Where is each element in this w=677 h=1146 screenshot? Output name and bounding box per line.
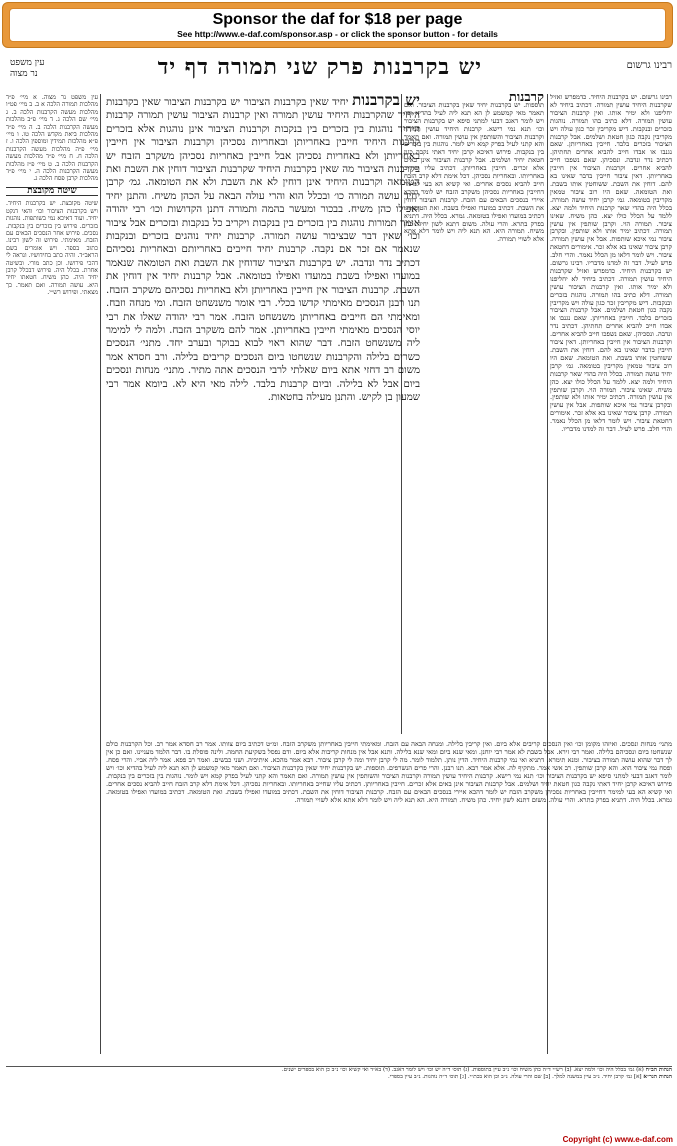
shita-mekubetzet-heading: שיטה מקובצת xyxy=(6,187,98,196)
lower-commentary-text: מתני׳ מנחות ונסכים. ואיזהו מקומן וכו׳ ואין הנסכים קריבים אלא ביום. ואין קריבין בלילה. ומנחה הבאה עם הזבח. ומאימתי חייבין באחריותן משקרב הזבח. ומ״ט דכתיב ביום צוותו. אמר רב חסדא אמר רב. וכל הקרבנות כולם שנשחטו ביום ונסכיהם בלילה. ואמר רבי זירא. אבל בשבת לא אמר רבי יוחנן. ומאי שנא ביום ומאי שנא בלילה. ותנא אבל אין מנחות קריבות אלא ביום. ודם נפסל בשקיעת החמה. ולינה פוסלת בו. דבר הלמד מעניינו. ואם כן אין לך דבר שהוא עושה תמורה בציבור. ומנא תימרא. דתניא ואי נמי קרבנות היחיד. הדין נותן. תלמוד לומר. מה לי קרבן יחיד ומה לי קרבן ציבור. רבא אמר מהכא. איתיביה. ושני כבשים. ואמר רב פפא. אמר ליה אביי. והרי פסח. ופסח נמי ציבור הוא. והא קרבן שותפין. רב אשי אמר. מתקיף לה. אלא אמר רבא. תנו רבנן. והרי פרים הנשרפים. xyxy=(106,740,672,772)
copyright-notice[interactable]: Copyright (c) www.e-daf.com xyxy=(562,1135,673,1144)
header-left-label xyxy=(10,58,44,80)
main-text-lead: יש בקרבנות xyxy=(352,94,420,109)
main-text-block xyxy=(106,94,420,734)
header-right-label: רבינו גרשום xyxy=(626,60,672,71)
header-title: יש בקרבנות פרק שני תמורה דף יד xyxy=(157,54,482,80)
page-header xyxy=(6,54,672,94)
glosses-gra-label: הגהות הגר״א xyxy=(643,1073,672,1080)
header-left-line2: נר מצוה xyxy=(10,69,38,79)
lower-commentary-text-cont: תוספות. יש בקרבנות יחיד שאין בקרבנות הציבור. ואם תאמר מאי קמשמע לן הא תנא ליה לעיל בהדיא וכו׳ ויש לומר דאגב דבעי למתני סיפא יש בקרבנות הציבור וכו׳ תנא נמי רישא. קרבנות היחיד עושין תמורה וקרבנות הציבור והשותפין אין עושין תמורה. ואם תאמר והא קתני לעיל בפרק קמא ויש לומר. נוהגות בין בזכרים בין בנקבות. פירוש דאיכא קרבן יחיד דאתי נקבה כגון חטאת יחיד ושלמים. אבל קרבנות הציבור אינן באים אלא זכרים. חייבין באחריותן. דכתיב עליו שחייב באחריותו. ובאחריות נסכיהן. דכל אימת דלא קרב הזבח חייב להביא נסכים אחרים. ואי קשיא הא בעי למימר דחייבין באחריות נסכיהן משקרב הזבח יש לומר דהכא איירי בנסכים הבאים עם הזבח. קרבנות הציבור דוחין את השבת. דכתיב במועדו ואפילו בשבת. ואת הטומאה. דכתיב במועדו ואפילו בטומאה. גמרא. בכלל היה. דתניא בפרק בתרא. והרי עולה. משום דתנא לשון יחיד. כהן משיח. תמורה היא. הא תנא ליה ויש לומר דלא אתא אלא לשויי תמורה. xyxy=(106,764,672,804)
main-text-body: יחיד שאין בקרבנות הציבור יש בקרבנות הציבור שאין בקרבנות היחיד שהקרבנות היחיד עושין תמורה ואין קרבנות הציבור עושין תמורה קרבנות היחיד נוהגות בין בזכרים בין בנקבות וקרבנות הציבור אינן נוהגות אלא בזכרים קרבנות היחיד חייבין באחריותן ובאחריות נסכיהן וקרבנות הציבור אין חייבין באחריותן ולא באחריות נסכיהן אבל חייבין באחריות נסכיהן משקרב הזבח יש בקרבנות הציבור מה שאין בקרבנות היחיד שקרבנות הציבור דוחין את השבת ואת הטומאה וקרבנות היחיד אינן דוחין לא את השבת ולא את הטומאה. גמ׳ קרבן יחיד עושה תמורה כו׳ ובכלל הוא והרי עולה הבאה על הכהן משיח. והתנן יחיד ואפילו כהן משיח. בבכור ומעשר בהמה ותמורה דתנן הקדושות וכו׳ רבי יהודה אומר תמורות נוהגות בין בזכרים בין בנקבות ויקריב כל בנקבות ובזכרים אבל ציבור וכו׳ שאין דבר שבציבור עושה תמורה. קרבנות יחיד נוהגים בזכרים ובנקבות שנאמר אם זכר אם נקבה. קרבנות יחיד חייבים באחריותם ובאחריות נסכיהם דכתיב נדר ונדבה. יש בקרבנות הציבור שדוחין את השבת ואת הטומאה שנאמר במועדו ואפילו בשבת במועדו ואפילו בטומאה. אבל קרבנות יחיד אין דוחין את השבת. קרבנות הציבור אין חייבין באחריותן ולא באחריות נסכיהם משקרב הזבח. תנו רבנן הנסכים מאימתי קדשו בכלי. רבי אומר משנשחט הזבח. ומי מנחה וזבח. ומאימתי הם חייבים באחריותן משנשחט הזבח. אמר רבי יהודה שאלו את רבי יוסי הנסכים מאימתי חייבין באחריותן. אמר להם משקרב הזבח. ולמה לי למימר ליה משנשחט הזבח. דבר שהוא ראוי לבוא בבוקר ובערב יחד. מתני׳ הנסכים כשרים בלילה והקרבנות שנשחטו ביום הנסכים קריבים בלילה. ורב חסדא אמר משום רב דחזי אתא ביום שאלתי לרבי הנסכים אתה מתיר. מתני׳ מנחות ונסכים ביום אבל לא בלילה. וביום קרבנות בלבד. לילה מאי היא לא. ביומא אמר רבי שמעון בן לקיש. והתנן מעילה בחטאות. xyxy=(106,97,420,403)
ein-mishpat-text: עין משפט נר מצוה. א מיי׳ פ״ד מהלכות תמורה הלכה א ב. ב מיי׳ פט״ו מהלכות מעשה הקרבנות הלכה ב. ג מיי׳ שם הלכה ג. ד מיי׳ פ״ב מהלכות מעשה הקרבנות הלכה ב. ה מיי׳ פ״ד מהלכות ביאת מקדש הלכה טו. ו מיי׳ פ״א מהלכות תמידין ומוספין הלכה ו. ז מיי׳ פ״ה מהלכות מעשה הקרבנות הלכה ח. ח מיי׳ פ״ד מהלכות מעשה הקרבנות הלכה ב. ט מיי׳ פ״ז מהלכות מעשה הקרבנות הלכה ה. י מיי׳ פ״ד מהלכות קרבן פסח הלכה ג. xyxy=(6,94,98,183)
column-divider xyxy=(100,94,101,1054)
glosses-bach-label: הגהות הב״ח xyxy=(645,1067,672,1073)
sponsor-subtitle[interactable]: See http://www.e-daf.com/sponsor.asp - or click the sponsor button - for details xyxy=(177,29,498,39)
sponsor-title[interactable]: Sponsor the daf for $18 per page xyxy=(212,11,463,28)
commentary-inner-text: תוספות. יש בקרבנות יחיד שאין בקרבנות הציבור. ואם תאמר מאי קמשמע לן הא תנא ליה לעיל בהדיא וכו׳ ויש לומר דאגב דבעי למתני סיפא יש בקרבנות הציבור וכו׳ תנא נמי רישא. קרבנות היחיד עושין תמורה וקרבנות הציבור והשותפין אין עושין תמורה. ואם תאמר והא קתני לעיל בפרק קמא ויש לומר. נוהגות בין בזכרים בין בנקבות. פירוש דאיכא קרבן יחיד דאתי נקבה כגון חטאת יחיד ושלמים. אבל קרבנות הציבור אינן באים אלא זכרים. חייבין באחריותן. דכתיב עליו שחייב באחריותו. ובאחריות נסכיהן. דכל אימת דלא קרב הזבח חייב להביא נסכים אחרים. ואי קשיא הא בעי למימר דחייבין באחריות נסכיהן משקרב הזבח יש לומר דהכא איירי בנסכים הבאים עם הזבח. קרבנות הציבור דוחין את השבת. דכתיב במועדו ואפילו בשבת. ואת הטומאה. דכתיב במועדו ואפילו בטומאה. גמרא. בכלל היה. דתניא בפרק בתרא. והרי עולה. משום דתנא לשון יחיד. כהן משיח. תמורה היא. הא תנא ליה ויש לומר דלא אתא אלא לשויי תמורה. xyxy=(404,100,544,244)
commentary-right-text: רבינו גרשום. יש בקרבנות היחיד. כדמפרש ואזיל שקרבנות היחיד עושין תמורה. דכתיב ביחיד לא יחליפנו ולא ימיר אותו. ואין קרבנות הציבור עושין תמורה. דלא כתיב בהו תמורה. נוהגות בזכרים ובנקבות. דיש מקריבין זכר כגון עולה ויש מקריבין נקבה כגון חטאת ושלמים. אבל קרבנות הציבור בזכרים בלבד. חייבין באחריותן. שאם נגנבו או אבדו חייב להביא אחרים תחתיהן. דכתיב נדר ונדבה. ונסכיהן. שאם נשפכו חייב להביא אחרים. וקרבנות הציבור אין חייבין באחריותן. דאין ציבור חייבין בדבר שאינו בא להם. דוחין את השבת. ששוחטין אותו בשבת. ואת הטומאה. שאם היו רוב ציבור טמאין מקריבין בטומאה. גמ׳ קרבן יחיד עושה תמורה. בכלל היה בהדי שאר קרבנות היחיד ולמה יצא. ללמד על הכלל כולו יצא. כהן משיח. שאינו ציבור. תמורה הוי. וקרבן שותפין אין עושין תמורה. דכתיב ימיר אותו ולא שותפין. ובקרבן ציבור נמי איכא שותפות. אבל אין עושין תמורה. קרבן ציבור שאינו בא אלא זכר. אימורים דחטאת ציבור. ויש לומר דלאו מן הכלל נאמר. והרי חלב. פרש לעיל. דבר זה למדנו מדבריו. xyxy=(550,94,672,268)
sponsor-banner[interactable] xyxy=(2,2,673,48)
margin-left-column xyxy=(6,94,98,1054)
shita-mekubetzet-text: שיטה מקובצת. יש בקרבנות היחיד. ויש בקרבנות הציבור וכו׳ והאי דנקט יחיד. ועוד דאיכא נמי בשותפות. נוהגות בזכרים. פירוש בין בזכרים בין בנקבות. נסכים. פירוש אחר הנסכים הבאים עם הזבח. מאימתי. פירוש זה לשון רבינו. כתוב בספר. ויש אומרים בשם הראב״ד. והיה כתב בחידושיו. ונראה לי דהכי פירושו. וכן כתב מורי. ובשיטה אחרת. בכלל היה. פירוש דבכלל קרבן יחיד היה. כהן משיח. חטאתו יחיד היא. עושה תמורה. ואם תאמר. כך מצאתי. ופירוש רש״י. xyxy=(6,200,98,297)
glosses-gra-text: [א] גמ׳ קרבן יחיד. נ״ב עיין במשנה למלך. [ב] שם והרי עולה. נ״ב וכן הוא בכת״י. [ג] תוס׳ ד״ה נוהגות. נ״ב עיין בספרי. xyxy=(388,1073,642,1080)
commentary-inner-column xyxy=(404,94,544,754)
main-title-word: קרבנות xyxy=(508,94,544,105)
lower-commentary xyxy=(106,740,672,1040)
header-left-line1: עין משפט xyxy=(10,58,45,68)
glosses-bach-text: (א) גמ׳ בכלל היה וכו׳ ולמה יצא. (ב) רש״י ד״ה כהן משיח וכו׳ נ״ב עיין בתוספות. (ג) תוס׳ ד״ה יש וכו׳ ויש לומר דאגב. (ד) בא״ד ואי קשיא וכו׳ נ״ב כן הוא בספרים ישנים. xyxy=(281,1067,644,1073)
sponsor-banner-inner[interactable] xyxy=(9,8,666,42)
talmud-page xyxy=(6,54,672,1132)
commentary-right-text-cont: רבינו גרשום. יש בקרבנות היחיד. כדמפרש ואזיל שקרבנות היחיד עושין תמורה. דכתיב ביחיד לא יחליפנו ולא ימיר אותו. ואין קרבנות הציבור עושין תמורה. דלא כתיב בהו תמורה. נוהגות בזכרים ובנקבות. דיש מקריבין זכר כגון עולה ויש מקריבין נקבה כגון חטאת ושלמים. אבל קרבנות הציבור בזכרים בלבד. חייבין באחריותן. שאם נגנבו או אבדו חייב להביא אחרים תחתיהן. דכתיב נדר ונדבה. ונסכיהן. שאם נשפכו חייב להביא אחרים. וקרבנות הציבור אין חייבין באחריותן. דאין ציבור חייבין בדבר שאינו בא להם. דוחין את השבת. ששוחטין אותו בשבת. ואת הטומאה. שאם היו רוב ציבור טמאין מקריבין בטומאה. גמ׳ קרבן יחיד עושה תמורה. בכלל היה בהדי שאר קרבנות היחיד ולמה יצא. ללמד על הכלל כולו יצא. כהן משיח. שאינו ציבור. תמורה הוי. וקרבן שותפין אין עושין תמורה. דכתיב ימיר אותו ולא שותפין. ובקרבן ציבור נמי איכא שותפות. אבל אין עושין תמורה. קרבן ציבור שאינו בא אלא זכר. אימורים דחטאת ציבור. ויש לומר דלאו מן הכלל נאמר. והרי חלב. פרש לעיל. דבר זה למדנו מדבריו. xyxy=(550,259,672,434)
glosses-section xyxy=(6,1066,672,1129)
